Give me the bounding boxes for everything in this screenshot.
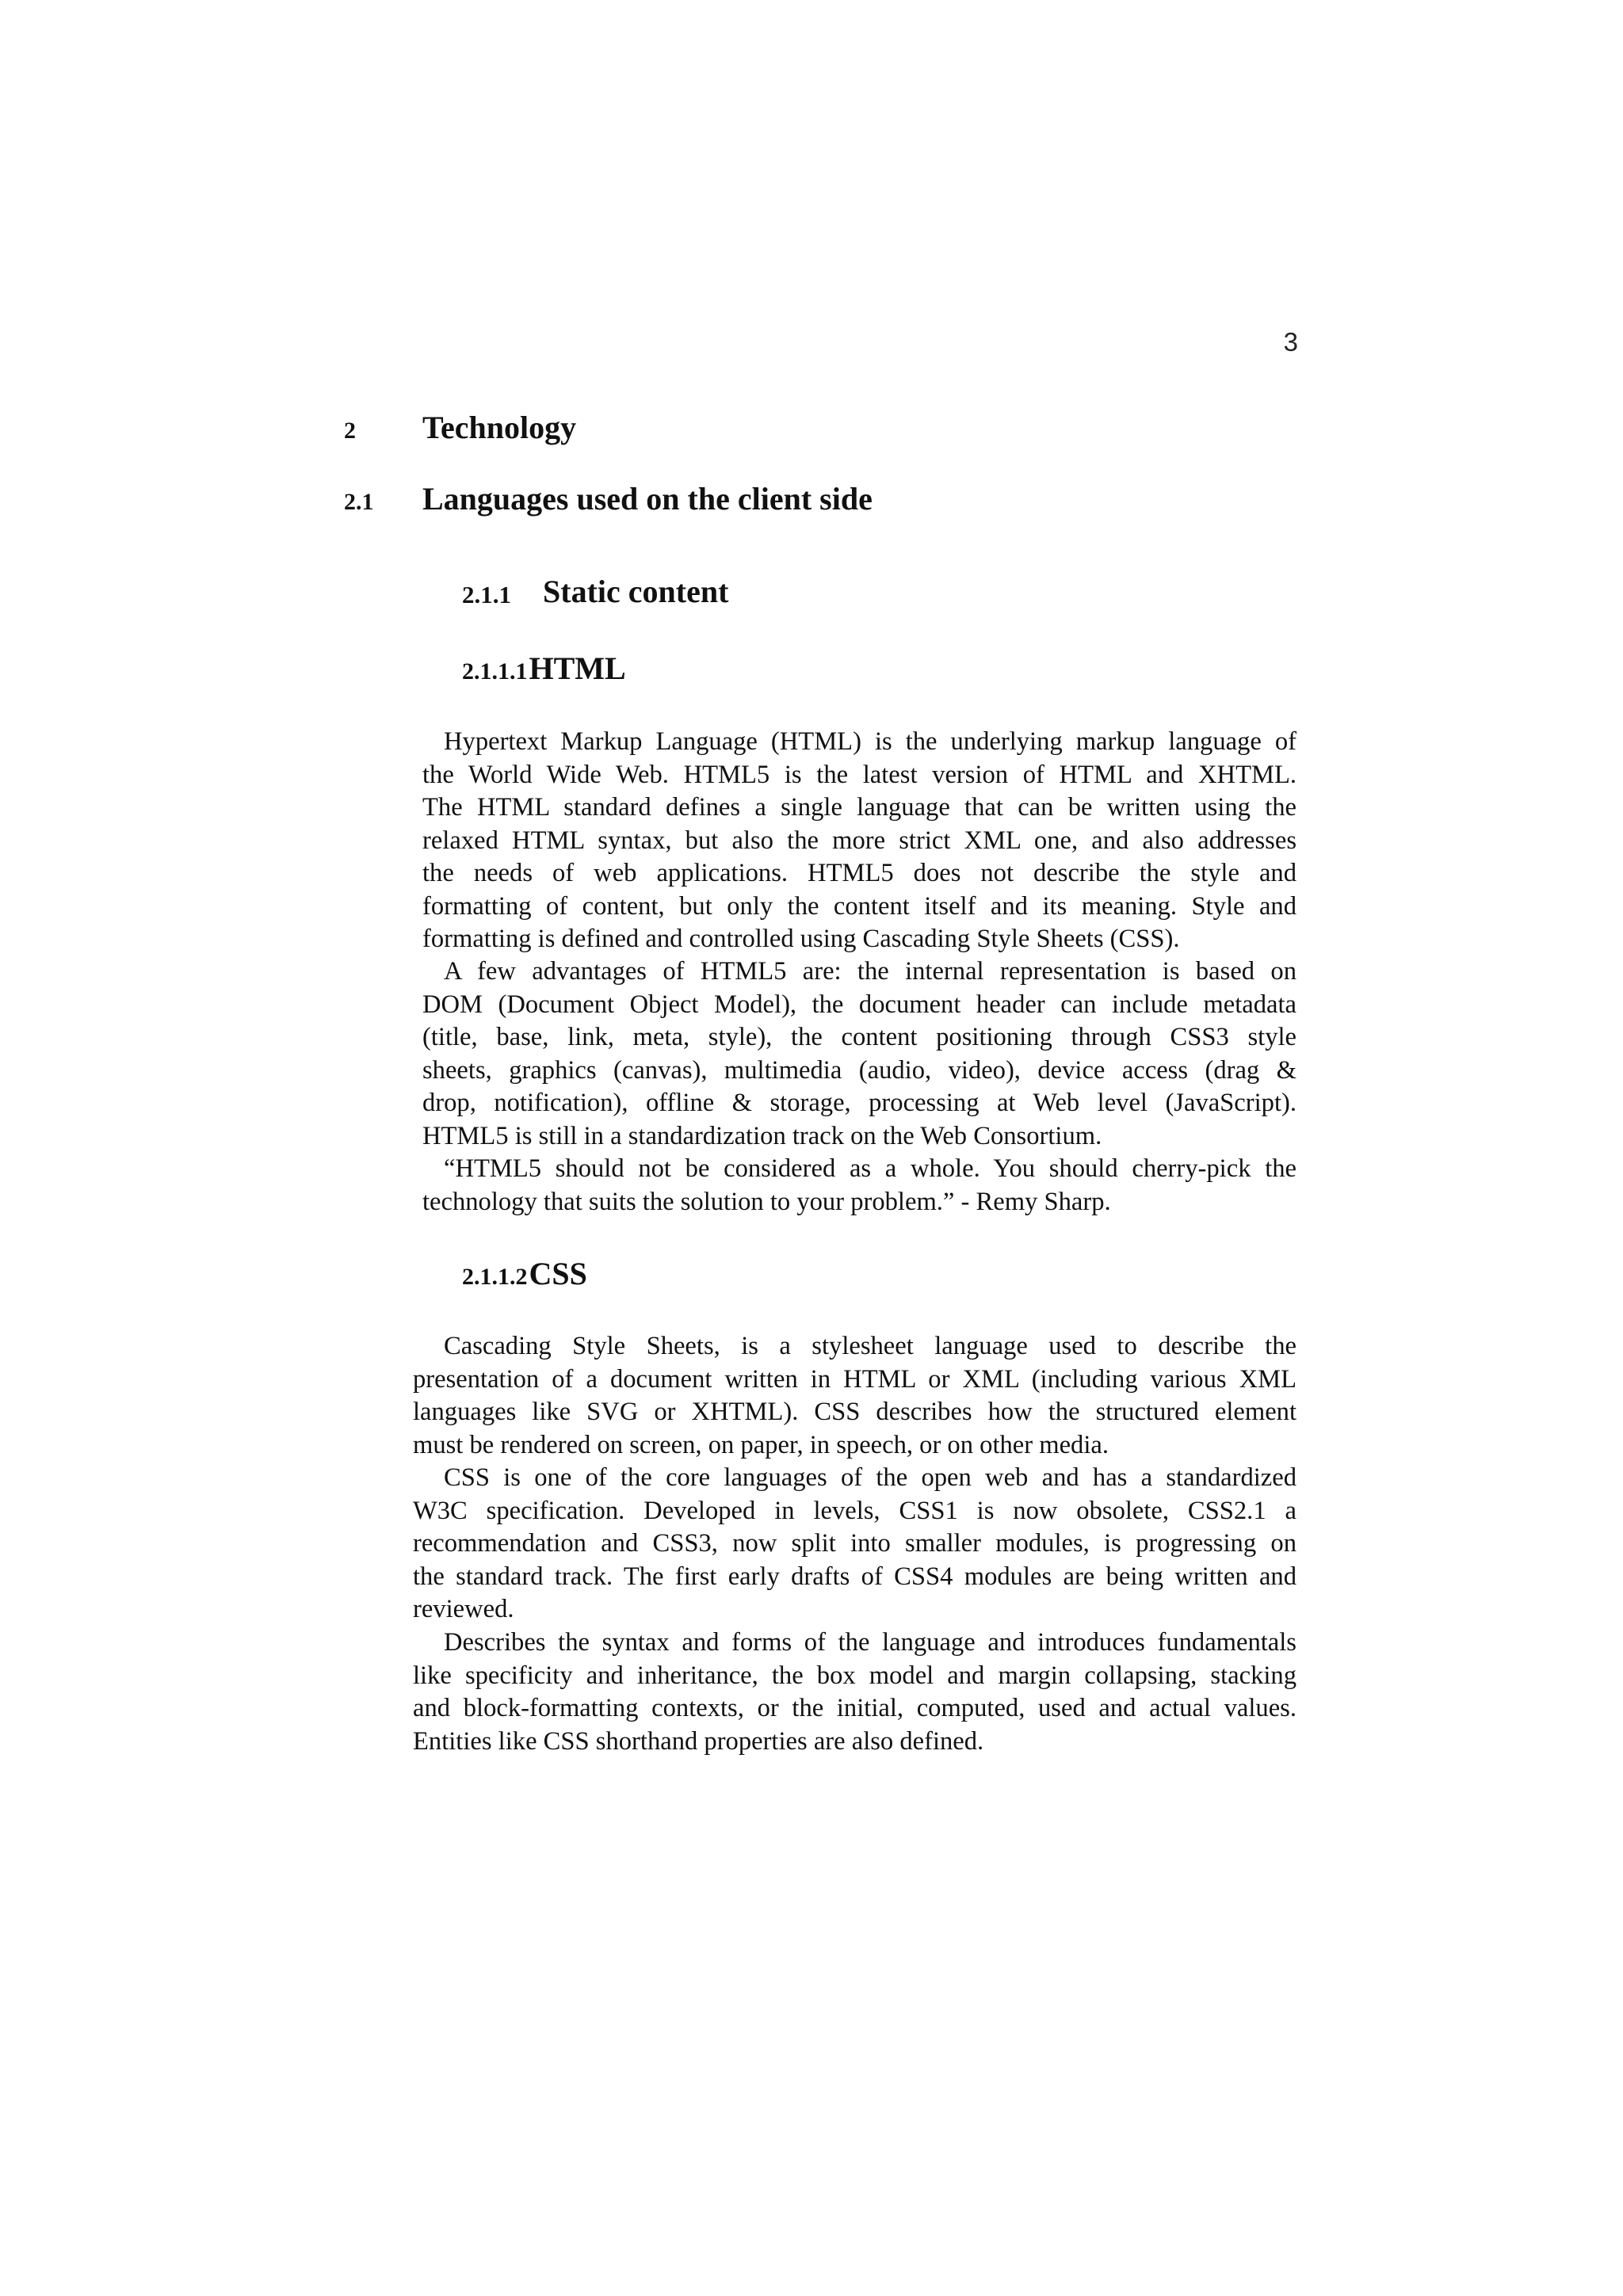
heading-number: 2.1.1 [462,581,511,608]
heading-number: 2.1.1.2 [462,1264,528,1290]
html-paragraph-3 [422,1153,1296,1219]
text-line: formatting of content, but only the content itself and its meaning. Style and [422,891,1296,921]
heading-title: HTML [529,650,626,686]
heading-technology [344,409,577,447]
text-line: W3C specification. Developed in levels, CSS1 is now obsolete, CSS2.1 a [413,1496,1296,1525]
text-line: formatting is defined and controlled using Cascading Style Sheets (CSS). [422,925,1180,953]
text-line: Hypertext Markup Language (HTML) is the underlying markup language of [444,727,1296,756]
text-line: The HTML standard defines a single language that can be written using the [422,793,1296,822]
text-line: Cascading Style Sheets, is a stylesheet language used to describe the [444,1332,1296,1360]
heading-number: 2 [344,418,356,444]
text-line: like specificity and inheritance, the box model and margin collapsing, stacking [413,1661,1296,1690]
text-line: the needs of web applications. HTML5 does not describe the style and [422,859,1296,887]
heading-title: Static content [543,574,729,609]
text-line: must be rendered on screen, on paper, in speech, or on other media. [413,1430,1109,1459]
text-line: reviewed. [413,1595,514,1623]
text-line: the standard track. The first early drafts of CSS4 modules are being written and [413,1562,1296,1591]
heading-number: 2.1.1.1 [462,658,528,685]
text-line: technology that suits the solution to your problem.” - Remy Sharp. [422,1187,1111,1216]
text-line: presentation of a document written in HTML or XML (including various XML [413,1364,1296,1394]
text-line: relaxed HTML syntax, but also the more strict XML one, and also addresses [422,826,1296,855]
text-line: and block-formatting contexts, or the initial, computed, used and actual values. [413,1694,1296,1722]
html-paragraph-2 [422,955,1296,1153]
text-line: Describes the syntax and forms of the language and introduces fundamentals [444,1628,1296,1657]
heading-title: Languages used on the client side [422,481,873,517]
text-line: CSS is one of the core languages of the open web and has a standardized [444,1463,1296,1492]
heading-static-content [462,573,729,611]
text-line: A few advantages of HTML5 are: the internal representation is based on [444,957,1296,986]
text-line: drop, notification), offline & storage, processing at Web level (JavaScript). [422,1089,1296,1117]
text-line: “HTML5 should not be considered as a whole. You should cherry-pick the [444,1154,1296,1183]
text-line: languages like SVG or XHTML). CSS describes how the structured element [413,1398,1296,1426]
html-paragraph-1 [422,726,1296,956]
text-line: Entities like CSS shorthand properties are also defined. [413,1726,984,1756]
heading-css [462,1255,587,1296]
css-paragraph-1 [413,1330,1296,1462]
text-line: HTML5 is still in a standardization track on the Web Consortium. [422,1121,1102,1150]
page-number: 3 [1283,327,1298,357]
heading-languages-client-side [344,480,873,518]
text-line: sheets, graphics (canvas), multimedia (audio, video), device access (drag & [422,1055,1296,1085]
css-paragraph-2 [413,1462,1296,1627]
heading-title: Technology [422,410,577,445]
text-line: (title, base, link, meta, style), the content positioning through CSS3 style [422,1023,1296,1051]
css-paragraph-3 [413,1627,1296,1758]
heading-number: 2.1 [344,489,374,515]
text-line: DOM (Document Object Model), the document header can include metadata [422,990,1296,1019]
heading-html [462,650,626,691]
text-line: recommendation and CSS3, now split into smaller modules, is progressing on [413,1529,1296,1558]
heading-title: CSS [529,1256,587,1291]
text-line: the World Wide Web. HTML5 is the latest version of HTML and XHTML. [422,760,1296,789]
